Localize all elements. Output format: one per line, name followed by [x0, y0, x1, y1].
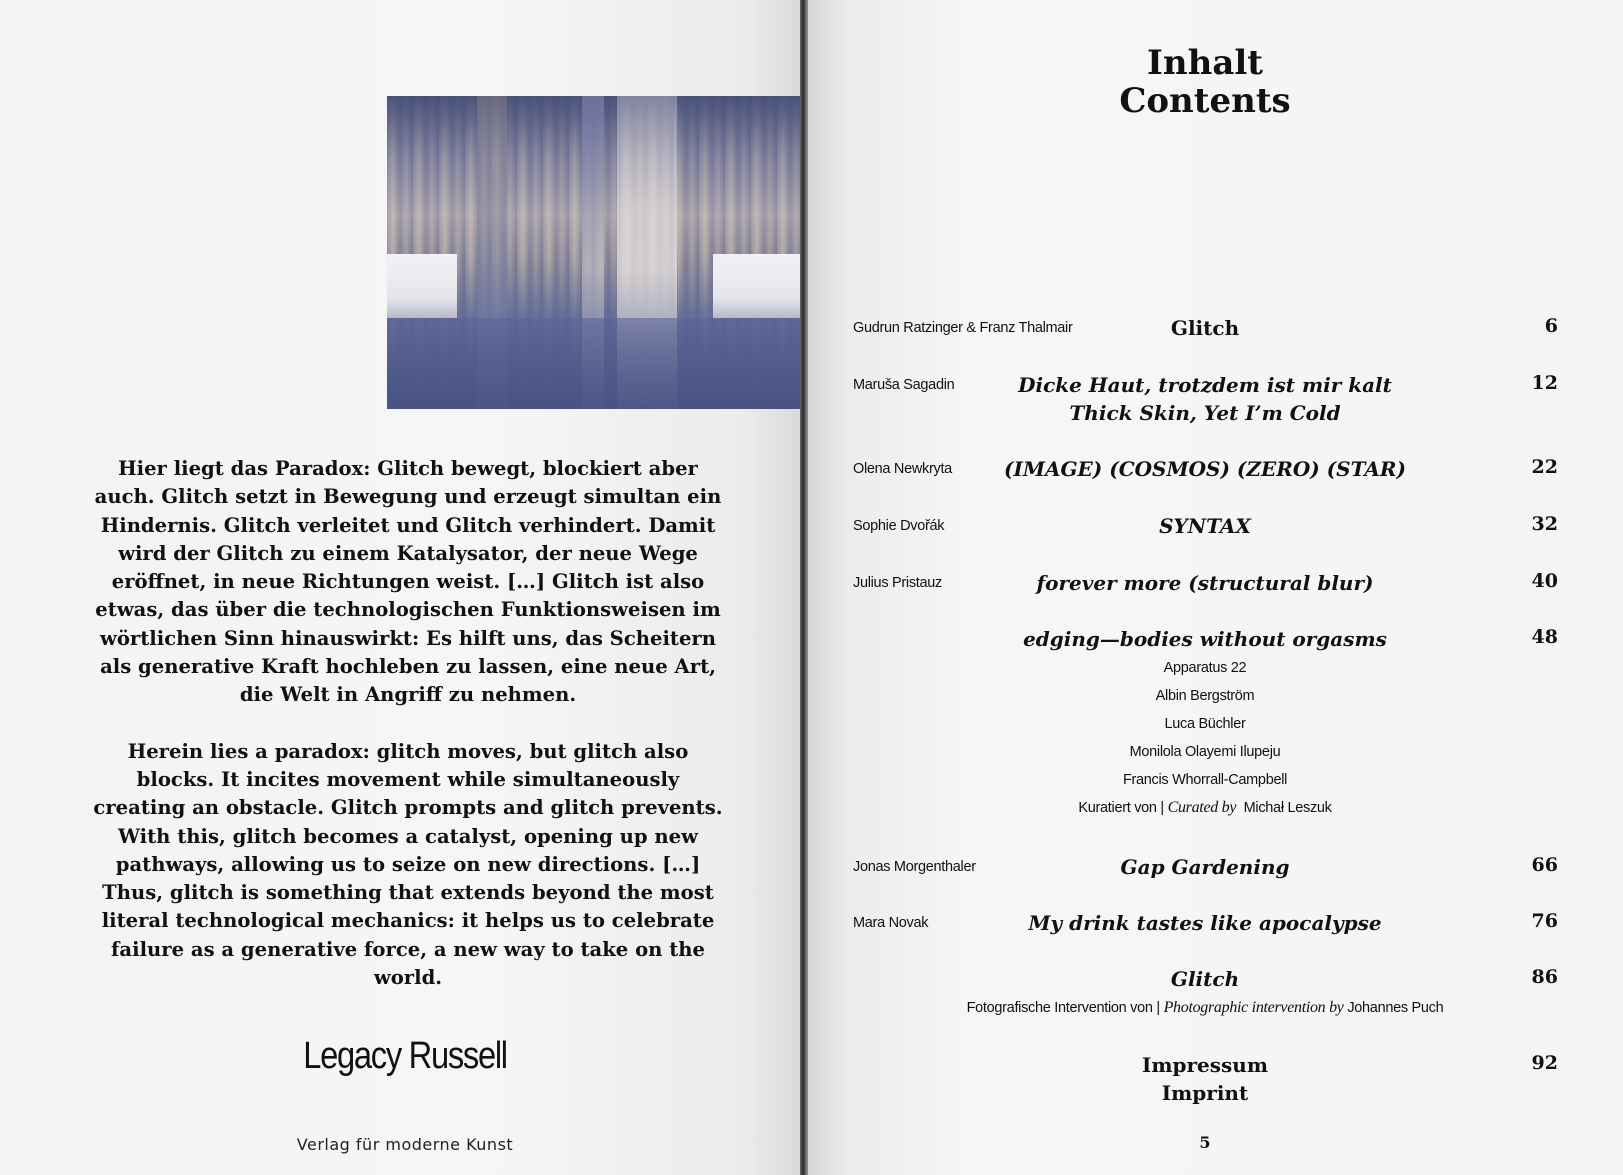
contents-heading	[1050, 44, 1360, 120]
toc-author: Julius Pristauz	[853, 575, 942, 591]
toc-title-english: Imprint	[1161, 1081, 1249, 1105]
toc-author: Olena Newkryta	[853, 461, 952, 477]
toc-page-number: 66	[1531, 854, 1558, 876]
contributor-name: Albin Bergström	[1155, 688, 1255, 704]
toc-page-number: 40	[1531, 570, 1558, 592]
contributor-name: Apparatus 22	[1163, 660, 1247, 676]
toc-title: My drink tastes like apocalypse	[1028, 911, 1382, 935]
toc-author: Jonas Morgenthaler	[853, 859, 976, 875]
toc-title: Glitch	[1170, 316, 1240, 340]
curator-italic: Curated by	[1167, 799, 1237, 816]
toc-page-number: 6	[1544, 315, 1558, 337]
toc-title: Glitch	[1170, 967, 1240, 991]
quote-german: Hier liegt das Paradox: Glitch bewegt, blockiert aber auch. Glitch setzt in Bewegung und erzeugt simultan ein Hindernis. Glitch verleitet und Glitch verhindert. Damit wird der Glitch zu einem Katalysator, der neue Wege eröffnet, in neue Richtungen weist. […] Glitch ist also etwas, das über die technologischen Funktionsweisen im wörtlichen Sinn hinauswirkt: Es hilft uns, das Scheitern als generative Kraft hochleben zu lassen, eine neue Art, die Welt in Angriff zu nehmen.	[94, 457, 722, 707]
toc-author: Sophie Dvořák	[853, 518, 945, 534]
contributor-name: Monilola Olayemi Ilupeju	[1129, 744, 1281, 760]
toc-author: Maruša Sagadin	[853, 377, 955, 393]
left-page	[0, 0, 804, 1175]
toc-page-number: 48	[1531, 626, 1558, 648]
toc-title: Dicke Haut, trotzdem ist mir kalt	[1018, 373, 1392, 397]
blurred-photo	[387, 96, 803, 409]
contributor-name: Francis Whorrall-Campbell	[1122, 772, 1288, 788]
contributor-name: Luca Büchler	[1164, 716, 1246, 732]
intervention-line	[900, 999, 1510, 1017]
curator-name: Michał Leszuk	[1243, 800, 1332, 816]
book-spine	[800, 0, 808, 1175]
toc-title: (IMAGE) (COSMOS) (ZERO) (STAR)	[1004, 457, 1406, 481]
toc-author: Gudrun Ratzinger & Franz Thalmair	[853, 320, 1073, 336]
toc-title: forever more (structural blur)	[1036, 571, 1374, 595]
toc-title-english: Thick Skin, Yet I’m Cold	[1069, 401, 1341, 425]
quote-english: Herein lies a paradox: glitch moves, but glitch also blocks. It incites movement while simultaneously creating an obstacle. Glitch prompts and glitch prevents. With this, glitch becomes a catalyst, opening up new pathways, allowing us to seize on new directions. […] Thus, glitch is something that extends beyond the most literal technological mechanics: it helps us to celebrate failure as a generative force, a new way to take on the world.	[93, 739, 723, 990]
publisher-name: Verlag für moderne Kunst	[296, 1135, 514, 1154]
toc-page-number: 86	[1531, 966, 1558, 988]
heading-german: Inhalt	[1147, 43, 1263, 83]
toc-page-number: 76	[1531, 910, 1558, 932]
toc-page-number: 22	[1531, 456, 1558, 478]
toc-author: Mara Novak	[853, 915, 929, 931]
quote-block	[88, 455, 728, 992]
intervention-prefix: Fotografische Intervention von |	[966, 1000, 1160, 1016]
toc-title: Impressum	[1142, 1053, 1268, 1077]
page-number: 5	[1199, 1133, 1211, 1152]
intervention-name: Johannes Puch	[1347, 1000, 1444, 1016]
toc-page-number: 92	[1531, 1052, 1558, 1074]
toc-title: Gap Gardening	[1120, 855, 1290, 879]
curator-line	[960, 799, 1450, 817]
curator-prefix: Kuratiert von |	[1078, 800, 1164, 816]
toc-title: edging—bodies without orgasms	[1023, 627, 1387, 651]
heading-english: Contents	[1119, 81, 1291, 121]
toc-page-number: 12	[1531, 372, 1558, 394]
quote-author: Legacy Russell	[303, 1035, 507, 1077]
intervention-italic: Photographic intervention by	[1163, 999, 1344, 1016]
toc-title: SYNTAX	[1159, 514, 1251, 538]
toc-page-number: 32	[1531, 513, 1558, 535]
